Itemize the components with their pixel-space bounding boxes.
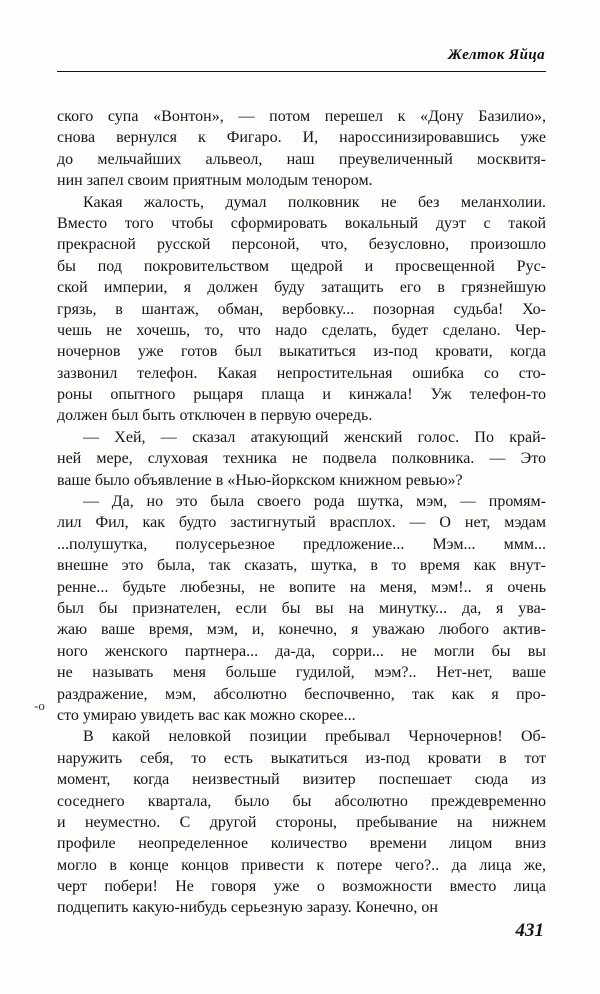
- text-line: ской империи, я должен буду затащить его в грязнейшую: [57, 279, 546, 297]
- text-line: раздражение, мэм, абсолютно беспочвенно, так как я про-: [57, 685, 546, 703]
- text-line: роны опытного рыцаря плаща и кинжала! Уж телефон-то: [57, 386, 546, 404]
- text-line: ского супа «Вонтон», — потом перешел к «Дону Базилио»,: [57, 108, 546, 125]
- text-line: должен был быть отключен в первую очередь.: [57, 407, 373, 425]
- text-line: нин запел своим приятным молодым тенором.: [57, 172, 373, 190]
- text-line: ного женского партнера... да-да, сорри... не могли бы вы: [57, 642, 546, 660]
- header-rule: [57, 71, 546, 72]
- text-line: сто умираю увидеть вас как можно скорее...: [57, 706, 356, 724]
- text-line: ренне... будьте любезны, не вопите на меня, мэм!.. я очень: [57, 578, 546, 596]
- text-line: Какая жалость, думал полковник не без меланхолии.: [83, 193, 546, 211]
- text-line: могло в конце концов привести к потере чего?.. да лица же,: [57, 856, 546, 874]
- text-line: прекрасной русской персоной, что, безусловно, произошло: [57, 236, 546, 254]
- text-line: черт побери! Не говоря уже о возможности вместо лица: [57, 878, 546, 896]
- text-line: бы под покровительством щедрой и просвещенной Рус-: [57, 257, 546, 275]
- page-number: 431: [515, 920, 544, 941]
- text-line: чешь не хочешь, то, что надо сделать, будет сделано. Чер-: [57, 321, 546, 339]
- text-line: В какой неловкой позиции пребывал Черночернов! Об-: [83, 728, 546, 746]
- scan-artifact: -о: [34, 698, 45, 713]
- text-line: жаю ваше время, мэм, и, конечно, я уважаю любого актив-: [57, 621, 546, 639]
- text-line: внешне это была, так сказать, шутка, в то время как внут-: [57, 557, 546, 575]
- text-line: и неуместно. С другой стороны, пребывание на нижнем: [57, 813, 546, 831]
- text-line: ...полушутка, полусерьезное предложение... Мэм... ммм...: [57, 535, 546, 553]
- text-line: наружить себя, то есть выкатиться из-под кровати в тот: [57, 749, 546, 767]
- text-line: лил Фил, как будто застигнутый врасплох. — О нет, мэдам: [57, 514, 546, 532]
- text-line: — Хей, — сказал атакующий женский голос. По край-: [83, 428, 546, 446]
- text-column: [57, 46, 546, 919]
- text-line: до мельчайших альвеол, наш преувеличенный москвитя-: [57, 150, 546, 168]
- text-line: ночернов уже готов был выкатиться из-под кровати, когда: [57, 343, 546, 361]
- text-line: Вместо того чтобы сформировать вокальный дуэт с такой: [57, 214, 546, 232]
- text-line: зазвонил телефон. Какая непростительная ошибка со сто-: [57, 364, 546, 382]
- text-line: подцепить какую-нибудь серьезную заразу. Конечно, он: [57, 899, 438, 917]
- text-line: снова вернулся к Фигаро. И, нароссинизировавшись уже: [57, 129, 546, 147]
- text-line: был бы признателен, если бы вы на минутку... да, я ува-: [57, 599, 546, 617]
- text-line: не называть меня больше гудилой, мэм?.. Нет-нет, ваше: [57, 664, 546, 682]
- running-head-title: Желток Яйца: [448, 47, 545, 63]
- text-line: ваше было объявление в «Нью-йоркском книжном ревью»?: [57, 471, 463, 489]
- text-line: соседнего квартала, было бы абсолютно преждевременно: [57, 792, 546, 810]
- text-line: — Да, но это была своего рода шутка, мэм, — промям-: [83, 493, 546, 511]
- text-line: грязь, в шантаж, обман, вербовку... позорная судьба! Хо-: [57, 300, 546, 318]
- text-line: ней мере, слуховая техника не подвела полковника. — Это: [57, 450, 546, 468]
- body-text: [57, 106, 546, 919]
- text-line: момент, когда неизвестный визитер поспешает сюда из: [57, 771, 546, 789]
- text-line: профиле неопределенное количество времени лицом вниз: [57, 835, 546, 853]
